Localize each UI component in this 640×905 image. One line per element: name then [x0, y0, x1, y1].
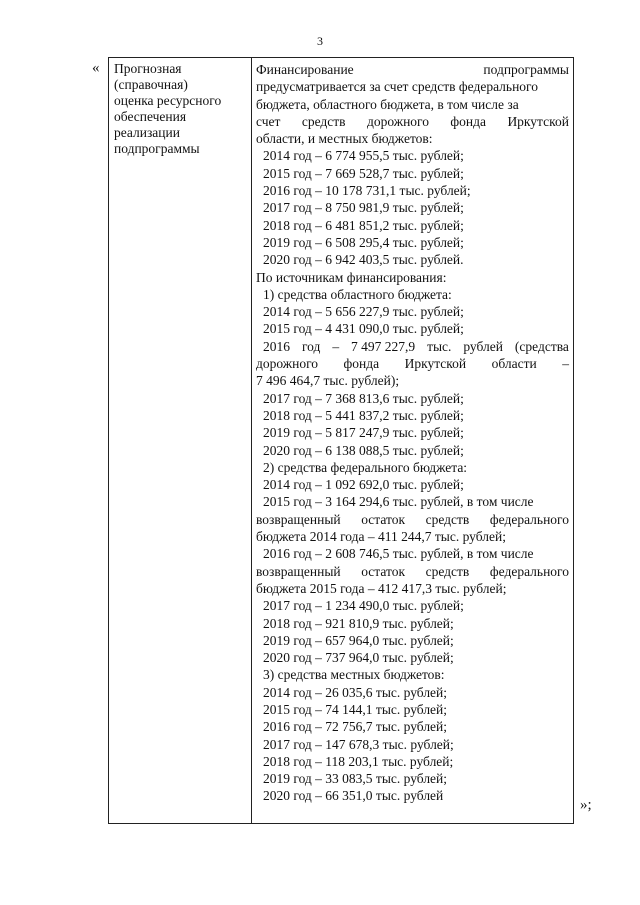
regional-year-line: 2019 год – 5 817 247,9 тыс. рублей; [263, 425, 464, 441]
federal-year-line: 2019 год – 657 964,0 тыс. рублей; [263, 632, 454, 648]
local-year-line: 2020 год – 66 351,0 тыс. рублей [263, 788, 444, 804]
word: фонда [343, 356, 380, 372]
regional-year-line [256, 338, 569, 355]
word: фонда [450, 113, 487, 129]
row-label-line: обеспечения [114, 109, 187, 124]
total-year-line: 2020 год – 6 942 403,5 тыс. рублей. [263, 252, 464, 268]
regional-year-line: 2017 год – 7 368 813,6 тыс. рублей; [263, 390, 464, 406]
word: средств [425, 563, 470, 579]
word: рублей [463, 338, 503, 354]
word: 7 497 227,9 [351, 338, 416, 354]
word: возвращенный [256, 511, 341, 527]
page-number: 3 [317, 34, 323, 48]
intro-line: предусматривается за счет средств федерального [256, 79, 538, 95]
regional-budget-heading: 1) средства областного бюджета: [263, 286, 452, 302]
word: счет [256, 113, 281, 129]
federal-year-line: 2017 год – 1 234 490,0 тыс. рублей; [263, 598, 464, 614]
federal-year-line: 2015 год – 3 164 294,6 тыс. рублей, в том числе [263, 494, 534, 510]
federal-year-line [256, 511, 569, 528]
row-label-line: реализации [114, 125, 180, 140]
row-label-line: оценка ресурсного [114, 93, 222, 108]
federal-year-line: 2018 год – 921 810,9 тыс. рублей; [263, 615, 454, 631]
funding-table [108, 57, 574, 824]
regional-year-line: 2014 год – 5 656 227,9 тыс. рублей; [263, 304, 464, 320]
row-label-line: подпрограммы [114, 141, 200, 156]
word: год [301, 338, 321, 354]
word: области [491, 356, 537, 372]
total-year-line: 2015 год – 7 669 528,7 тыс. рублей; [263, 165, 464, 181]
federal-budget-heading: 2) средства федерального бюджета: [263, 459, 468, 475]
local-year-line: 2017 год – 147 678,3 тыс. рублей; [263, 736, 454, 752]
regional-year-line: 2018 год – 5 441 837,2 тыс. рублей; [263, 407, 464, 423]
word: – [562, 356, 569, 372]
word: – [332, 338, 340, 354]
regional-year-line [256, 355, 569, 372]
intro-line [256, 61, 569, 78]
intro-line [256, 113, 569, 130]
row-label-cell [114, 61, 248, 157]
federal-year-line: бюджета 2015 года – 412 417,3 тыс. рублей; [256, 580, 507, 596]
regional-year-line: 2020 год – 6 138 088,5 тыс. рублей; [263, 442, 464, 458]
word: дорожного [366, 113, 429, 129]
total-year-line: 2016 год – 10 178 731,1 тыс. рублей; [263, 183, 471, 199]
regional-year-line: 7 496 464,7 тыс. рублей); [256, 373, 400, 389]
word: средств [425, 511, 470, 527]
total-year-line: 2014 год – 6 774 955,5 тыс. рублей; [263, 148, 464, 164]
federal-year-line: 2014 год – 1 092 692,0 тыс. рублей; [263, 477, 464, 493]
sources-heading: По источникам финансирования: [256, 269, 447, 285]
word: средств [301, 113, 346, 129]
local-year-line: 2019 год – 33 083,5 тыс. рублей; [263, 771, 448, 787]
regional-year-line: 2015 год – 4 431 090,0 тыс. рублей; [263, 321, 464, 337]
column-divider [251, 58, 252, 823]
total-year-line: 2017 год – 8 750 981,9 тыс. рублей; [263, 200, 464, 216]
total-year-line: 2019 год – 6 508 295,4 тыс. рублей; [263, 234, 464, 250]
word: Иркутской [507, 113, 569, 129]
federal-year-line: 2020 год – 737 964,0 тыс. рублей; [263, 650, 454, 666]
local-budget-heading: 3) средства местных бюджетов: [263, 667, 445, 683]
intro-line: бюджета, областного бюджета, в том числе за [256, 96, 519, 112]
intro-line: области, и местных бюджетов: [256, 131, 433, 147]
opening-quote: « [92, 60, 100, 76]
funding-description-cell [256, 61, 569, 805]
word: остаток [361, 563, 406, 579]
word: остаток [361, 511, 406, 527]
federal-year-line: 2016 год – 2 608 746,5 тыс. рублей, в том числе [263, 546, 534, 562]
local-year-line: 2015 год – 74 144,1 тыс. рублей; [263, 701, 448, 717]
word: подпрограммы [483, 62, 569, 77]
word: возвращенный [256, 563, 341, 579]
federal-year-line: бюджета 2014 года – 411 244,7 тыс. рублей; [256, 529, 506, 545]
local-year-line: 2018 год – 118 203,1 тыс. рублей; [263, 753, 454, 769]
row-label-line: (справочная) [114, 77, 188, 92]
closing-quote: »; [580, 797, 592, 813]
total-year-line: 2018 год – 6 481 851,2 тыс. рублей; [263, 217, 464, 233]
word: федерального [489, 563, 569, 579]
word: (средства [514, 338, 569, 354]
word: Финансирование [256, 62, 354, 77]
row-label-line: Прогнозная [114, 61, 182, 76]
word: дорожного [256, 356, 319, 372]
word: Иркутской [404, 356, 467, 372]
local-year-line: 2016 год – 72 756,7 тыс. рублей; [263, 719, 448, 735]
federal-year-line [256, 563, 569, 580]
local-year-line: 2014 год – 26 035,6 тыс. рублей; [263, 684, 448, 700]
word: 2016 [263, 338, 290, 354]
word: тыс. [427, 338, 452, 354]
word: федерального [489, 511, 569, 527]
